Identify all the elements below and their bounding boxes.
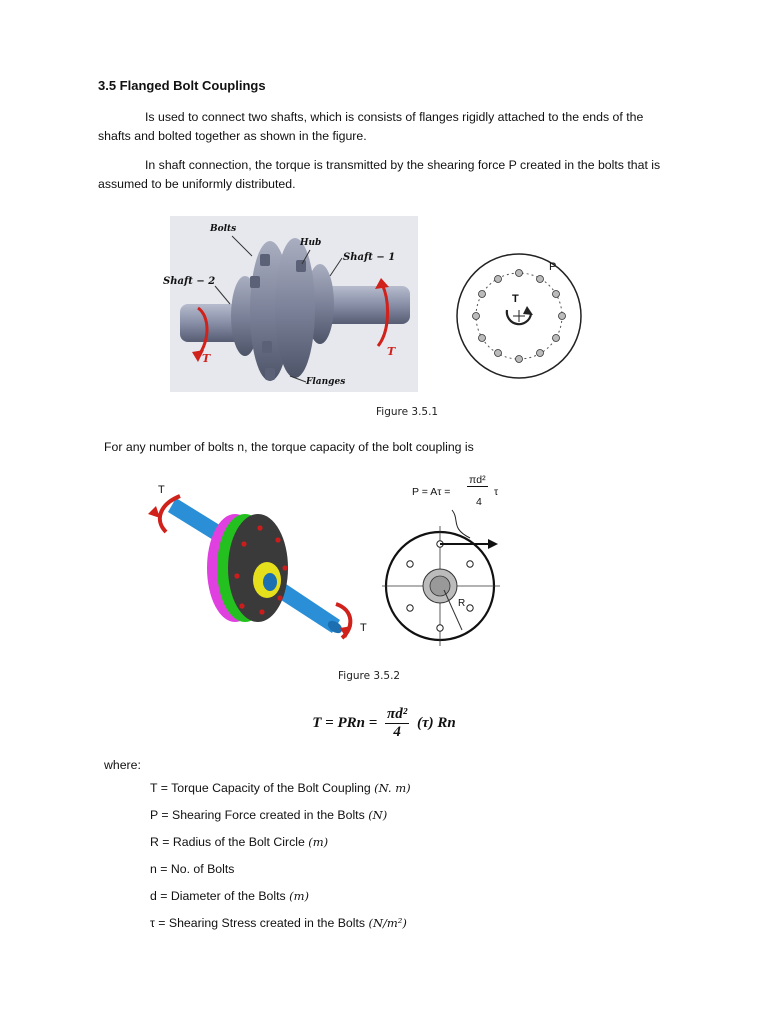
arrow-head-top — [148, 506, 160, 518]
formula-fraction — [385, 706, 409, 741]
torque-curl-head — [523, 306, 533, 315]
def-text: R = Radius of the Bolt Circle — [150, 835, 305, 849]
label-torque-left: T — [202, 352, 211, 365]
formula-den: 4 — [393, 724, 401, 740]
formula-num: πd² — [387, 706, 408, 722]
def-unit: (m) — [308, 835, 329, 849]
def-text: n = No. of Bolts — [150, 862, 235, 876]
label-shaft-2: Shaft − 2 — [163, 276, 216, 287]
label-torque-right: T — [387, 345, 396, 358]
definitions-list — [150, 778, 411, 940]
formula-lhs: T = PRn = — [312, 714, 378, 731]
definition-number — [150, 859, 411, 886]
torque-formula — [0, 706, 768, 741]
paragraph-definition: Is used to connect two shafts, which is consists of flanges rigidly attached to the ends of the shafts and bolted together as shown in the figure. — [98, 110, 644, 143]
shaft-inner — [430, 576, 450, 596]
def-unit: (m) — [289, 889, 309, 903]
p-formula-tau: τ — [494, 486, 499, 498]
definition-torque — [150, 778, 411, 805]
label-T-bottom: T — [360, 622, 367, 634]
label-flanges: Flanges — [306, 377, 346, 387]
definition-force — [150, 805, 411, 832]
formula-rhs: (τ) Rn — [416, 714, 456, 731]
label-R-section: R — [458, 598, 466, 609]
definition-radius — [150, 832, 411, 859]
def-unit: (N. m) — [374, 781, 411, 795]
figure-3-5-1-coupling-image — [170, 216, 418, 392]
def-text: d = Diameter of the Bolts — [150, 889, 286, 903]
p-formula-num: πd² — [469, 474, 486, 486]
paragraph-shaft-connection: In shaft connection, the torque is transmitted by the shearing force P created in the bolts that is assumed to be uniformly distributed. — [98, 158, 661, 191]
p-formula-den: 4 — [476, 496, 482, 508]
label-circle-T: T — [512, 293, 519, 305]
def-text: T = Torque Capacity of the Bolt Coupling — [150, 781, 371, 795]
label-bolts: Bolts — [210, 224, 237, 234]
section-heading: 3.5 Flanged Bolt Couplings — [98, 78, 266, 93]
intro-text: For any number of bolts n, the torque capacity of the bolt coupling is — [104, 440, 474, 454]
figure-3-5-2-coupling-image — [140, 488, 365, 648]
p-formula-left: P = Aτ = — [412, 486, 451, 498]
figure-3-5-1-bolt-circle — [455, 248, 585, 384]
shaft-cut — [263, 573, 277, 591]
force-arrow-head — [488, 539, 498, 549]
where-label: where: — [104, 758, 141, 772]
definition-diameter — [150, 886, 411, 913]
figure-caption-1: Figure 3.5.1 — [376, 406, 439, 418]
label-circle-P: P — [549, 261, 557, 273]
figure-3-5-2-section — [380, 498, 510, 648]
def-text: P = Shearing Force created in the Bolts — [150, 808, 365, 822]
label-T-top: T — [158, 484, 165, 496]
def-unit: (N/m²) — [368, 916, 407, 930]
def-unit: (N) — [368, 808, 388, 822]
label-shaft-1: Shaft − 1 — [343, 252, 396, 263]
def-text: τ = Shearing Stress created in the Bolts — [150, 916, 366, 930]
label-hub: Hub — [300, 238, 322, 248]
flange-right — [275, 238, 315, 378]
definition-stress — [150, 913, 411, 940]
figure-caption-2: Figure 3.5.2 — [338, 670, 401, 682]
